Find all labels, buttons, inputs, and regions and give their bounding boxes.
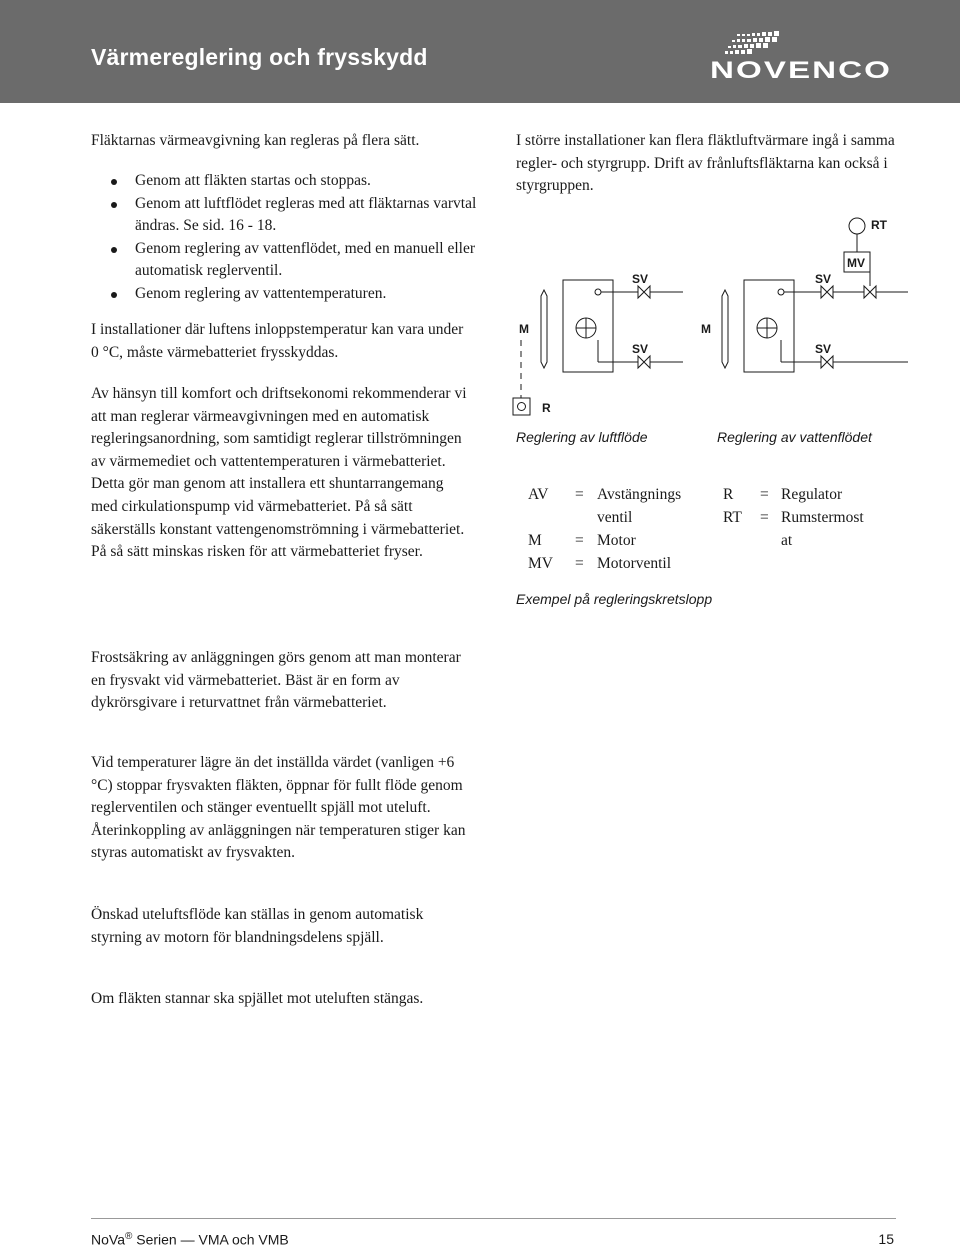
label-mv: MV [847,256,865,270]
legend-eq: = [575,555,584,572]
legend-text: ventil [597,509,633,526]
right-intro-paragraph: I större installationer kan flera fläktluftvärmare ingå i samma regler- och styrgrupp. Drift av frånluftsfläktarna kan också i styrgruppen. [516,132,895,195]
temperature-paragraph: Vid temperaturer lägre än det inställda värdet (vanligen +6 °C) stoppar frysvakten fläkten, öppnar för fullt flöde genom reglerventilen och stänger eventuellt spjäll mot uteluft. Återinkoppling av anläggningen när temperaturen stiger kan styras automatiskt av frysvakten. [91,754,466,862]
page-header [0,0,960,103]
page-number: 15 [878,1231,894,1247]
legend-eq: = [760,486,769,503]
label-sv-right-bottom: SV [815,342,832,356]
series-name: NoVa [91,1231,125,1248]
novenco-logo [706,30,896,82]
legend-eq: = [575,532,584,549]
label-rt: RT [871,218,887,232]
legend-eq: = [575,486,584,503]
bullet-list [91,170,481,306]
outdoor-air-paragraph: Önskad uteluftsflöde kan ställas in genom automatisk styrning av motorn för blandningsdelens spjäll. [91,906,424,946]
series-rest: Serien — VMA och VMB [132,1231,289,1248]
caption-air-flow: Reglering av luftflöde [516,429,648,445]
label-r: R [542,401,551,415]
comfort-paragraph: Av hänsyn till komfort och driftsekonomi rekommenderar vi att man reglerar värmeavgivningen med en automatisk regleringsanordning, som samtidigt reglerar tillströmningen av värmemediet och vattentemperaturen i värmebatteriet. Detta gör man genom att installera ett shuntarrangemang med cirkulationspump vid värmebatteriet. På så sätt säkerställs konstant vattengenomströmning i värmebatteriet. På så sätt minskas risken för att värmebatteriet fryser. [91,385,467,561]
registered-mark: ® [124,1231,133,1242]
legend-abbr: MV [528,555,553,572]
label-sv-right-top: SV [815,272,832,286]
bullet-item: Genom reglering av vattenflödet, med en manuell eller automatisk reglerventil. [91,238,481,283]
page-title: Värmereglering och frysskydd [91,44,428,70]
figure-caption: Exempel på regleringskretslopp [516,591,713,607]
logo-text: NOVENCO [710,57,892,82]
legend-text: Avstängnings [597,486,682,503]
label-sv-left-top: SV [632,272,649,286]
legend-abbr: R [723,486,734,503]
legend-text: Motor [597,532,636,549]
label-sv-left-bottom: SV [632,342,649,356]
legend-text: Regulator [781,486,843,503]
legend-abbr: M [528,532,542,549]
caption-water-flow: Reglering av vattenflödet [717,429,872,445]
legend-text: at [781,532,793,549]
label-m-right: M [701,322,711,336]
frost-safety-paragraph: Frostsäkring av anläggningen görs genom att man monterar en frysvakt vid värmebatteriet. Bäst är en form av dykrörsgivare i returvattnet från värmebatteriet. [91,649,461,712]
intro-paragraph: Fläktarnas värmeavgivning kan regleras på flera sätt. [91,132,420,149]
legend-text: Rumstermost [781,509,864,526]
bullet-item: Genom att luftflödet regleras med att fläktarnas varvtal ändras. Se sid. 16 - 18. [91,193,481,238]
legend-abbr: RT [723,509,742,526]
bullet-item: Genom reglering av vattentemperaturen. [91,283,481,306]
legend-text: Motorventil [597,555,672,572]
legend-abbr: AV [528,486,549,503]
legend-eq: = [760,509,769,526]
footer-divider [91,1218,896,1219]
label-m-left: M [519,322,529,336]
frost-protection-paragraph: I installationer där luftens inloppstemperatur kan vara under 0 °C, måste värmebatteriet frysskyddas. [91,321,464,361]
damper-paragraph: Om fläkten stannar ska spjället mot uteluften stängas. [91,990,424,1007]
control-circuit-diagram [508,212,928,452]
bullet-item: Genom att fläkten startas och stoppas. [91,170,481,193]
footer-series [91,1231,289,1248]
